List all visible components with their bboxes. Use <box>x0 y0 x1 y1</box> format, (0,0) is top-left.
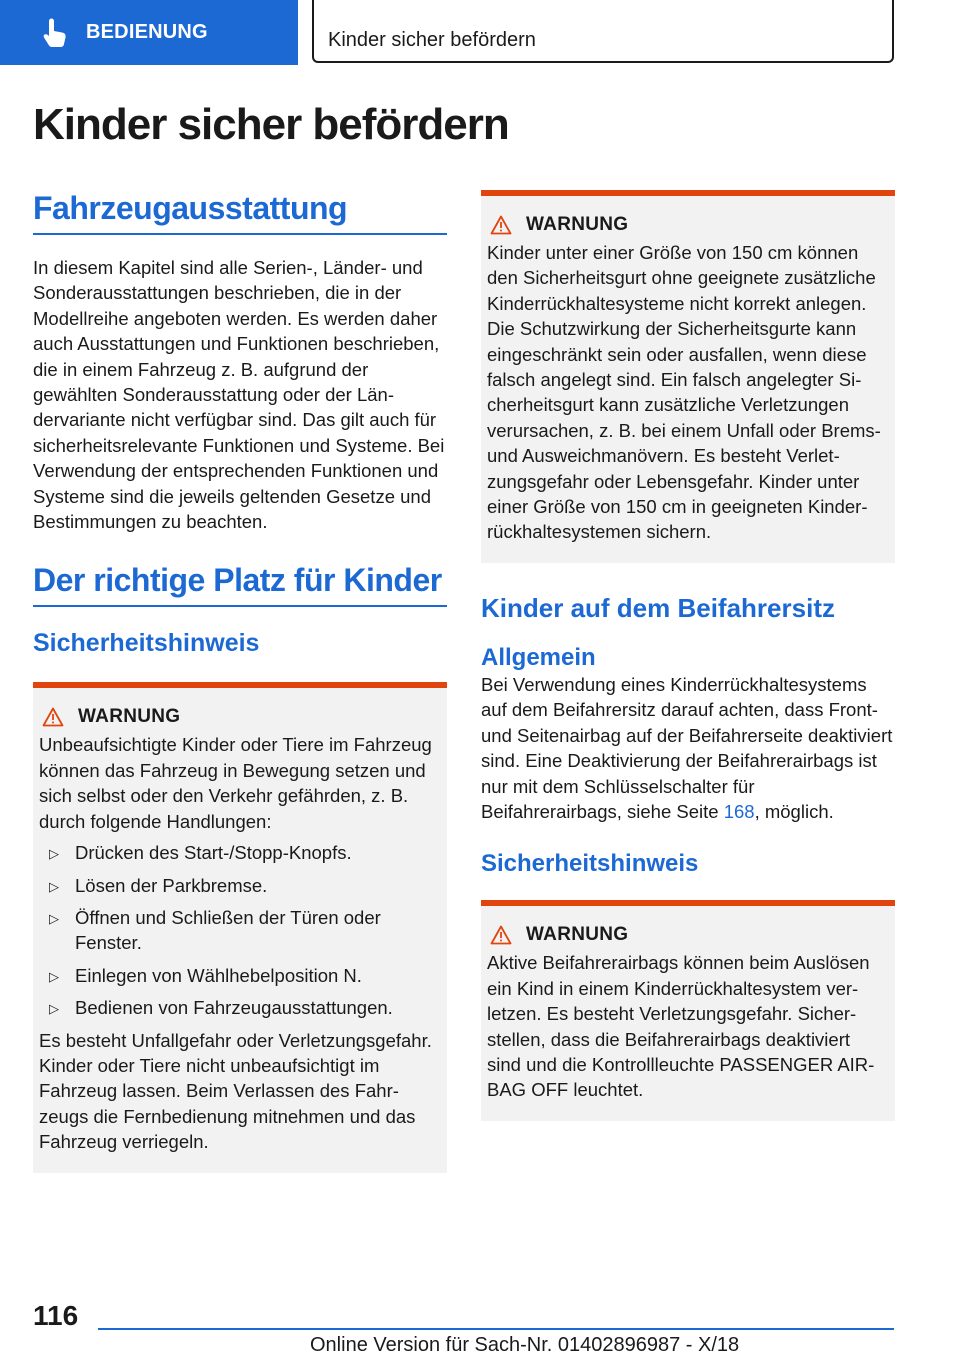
warning-header <box>487 214 889 236</box>
footer-text: Online Version für Sach-Nr. 01402896987 - X/18 <box>310 1334 740 1356</box>
warning-box-left <box>33 682 447 1172</box>
warning-text: Aktive Beifahrerairbags können beim Auslösen ein Kind in einem Kinderrückhaltesystem verletzen. Es besteht Verletzungsgefahr. Sicherstellen, dass die Beifahrerairbags deaktiviert sind und die Kontrollleuchte PASSENGER AIRBAG OFF leuchtet. <box>487 952 875 1101</box>
page-number: 116 <box>33 1300 79 1331</box>
footer-divider <box>98 1328 894 1330</box>
list-item: ▷ Lösen der Parkbremse. <box>39 873 441 898</box>
bullet-triangle-icon: ▷ <box>49 1001 59 1017</box>
warning-header <box>39 706 441 728</box>
breadcrumb-label: Kinder sicher befördern <box>328 29 536 51</box>
left-column <box>33 190 447 1173</box>
heading-beifahrersitz: Kinder auf dem Beifahrersitz <box>481 592 835 623</box>
equipment-paragraph: In diesem Kapitel sind alle Serien-, Länder- und Sonderausstattungen beschrieben, die in der Modellreihe angeboten werden. Es werden daher auch Ausstattungen und Funktionen beschrieben, die in einem Fahrzeug z. B. aufgrund der gewählten Sonderausstattung oder der Ländervariante nicht verfügbar sind. Das gilt auch für sicherheitsrelevante Funktionen und Systeme. Bei Verwendung der entsprechenden Funktionen und Systeme sind die jeweils geltenden Gesetze und Bestimmungen zu beachten. <box>33 257 445 533</box>
warning-triangle-icon <box>490 925 512 945</box>
breadcrumb[interactable] <box>312 0 894 63</box>
section-label: BEDIENUNG <box>86 21 208 43</box>
bullet-triangle-icon: ▷ <box>49 968 59 984</box>
warning-title: WARNUNG <box>78 706 181 728</box>
warning-outro: Es besteht Unfallgefahr oder Verletzungsgefahr. Kinder oder Tiere nicht unbeaufsichtigt im Fahrzeug lassen. Beim Verlassen des Fahrzeugs die Fernbedienung mitnehmen und das Fahrzeug verriegeln. <box>39 1029 432 1153</box>
warning-text: Kinder unter einer Größe von 150 cm können den Sicherheitsgurt ohne geeignete zusätzliche Kinderrückhaltesysteme nicht korrekt anlegen. Die Schutzwirkung der Sicherheitsgurte kann eingeschränkt sein oder ausfallen, wenn diese falsch angelegt sind. Ein falsch angelegter Sicherheitsgurt kann zusätzliche Verletzungen verursachen, z. B. bei einem Unfall oder Brems- und Ausweichmanövern. Es besteht Verletzungsgefahr oder Lebensgefahr. Kinder unter einer Größe von 150 cm in geeigneten Kinderrückhaltesystemen sichern. <box>487 242 881 543</box>
bullet-triangle-icon: ▷ <box>49 910 59 926</box>
warning-title: WARNUNG <box>526 214 629 235</box>
page-title: Kinder sicher befördern <box>33 100 509 149</box>
heading-richtiger-platz: Der richtige Platz für Kinder <box>33 562 447 607</box>
bullet-triangle-icon: ▷ <box>49 878 59 894</box>
warning-triangle-icon <box>42 707 64 727</box>
heading-sicherheitshinweis-left: Sicherheitshinweis <box>33 629 260 658</box>
heading-fahrzeugausstattung: Fahrzeugausstattung <box>33 190 447 235</box>
page-reference-link[interactable]: 168 <box>723 800 755 822</box>
warning-title: WARNUNG <box>526 924 629 946</box>
list-item: ▷ Bedienen von Fahrzeugausstattungen. <box>39 995 441 1020</box>
right-column <box>481 190 895 1121</box>
warning-box-right-2 <box>481 900 895 1120</box>
heading-sicherheitshinweis-right: Sicherheitshinweis <box>481 850 699 878</box>
general-paragraph: Bei Verwendung eines Kinderrückhaltesystems auf dem Beifahrersitz darauf achten, dass Front- und Seitenairbag auf der Beifahrerseite deaktiviert sind. Eine Deaktivierung der Beifahrerairbags ist nur mit dem Schlüsselschalter für Beifahrerairbags, siehe Seite 168, möglich. <box>481 673 893 822</box>
list-item: ▷ Öffnen und Schließen der Türen oder Fenster. <box>49 906 381 954</box>
warning-intro: Unbeaufsichtigte Kinder oder Tiere im Fahrzeug können das Fahrzeug in Bewegung setzen und sich selbst oder den Verkehr gefährden, z. B. durch folgende Handlungen: <box>39 734 432 832</box>
list-item: ▷ Drücken des Start-/Stopp-Knopfs. <box>39 840 441 865</box>
warning-header <box>487 924 889 946</box>
warning-triangle-icon <box>490 215 512 235</box>
warning-list <box>39 840 441 1020</box>
hand-pointer-icon <box>40 18 70 48</box>
warning-box-right-1 <box>481 190 895 563</box>
heading-allgemein: Allgemein <box>481 643 596 671</box>
bullet-triangle-icon: ▷ <box>49 846 59 862</box>
section-tab[interactable] <box>0 0 298 65</box>
list-item: ▷ Einlegen von Wählhebelposition N. <box>39 963 441 988</box>
